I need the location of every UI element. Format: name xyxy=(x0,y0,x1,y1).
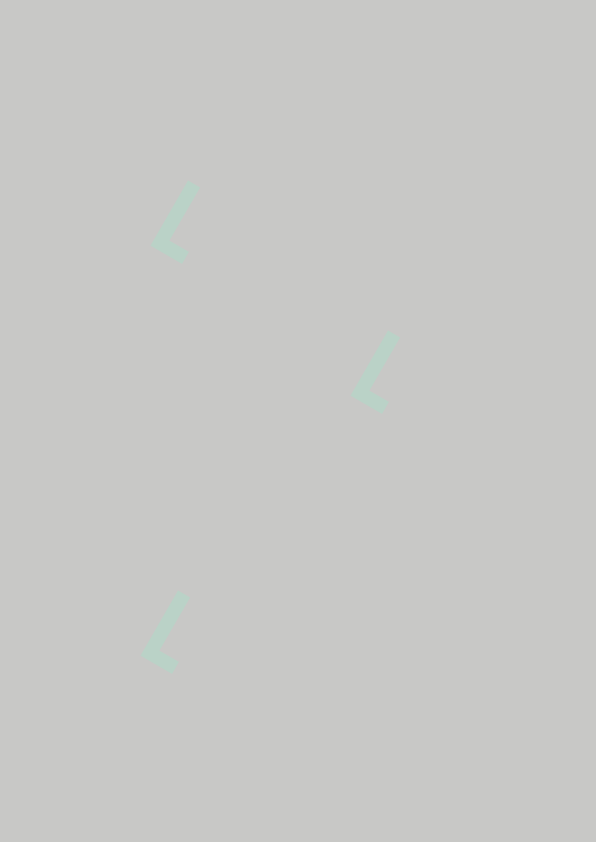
star-border-bottom xyxy=(26,791,574,813)
watermark-shape: ⌐ xyxy=(94,141,266,298)
star-border-left xyxy=(26,52,48,796)
watermark-shape: ⌐ xyxy=(84,551,256,708)
star-border-right xyxy=(548,52,570,796)
watermark-shape: ⌐ xyxy=(294,291,466,448)
star-border-top xyxy=(26,29,574,51)
